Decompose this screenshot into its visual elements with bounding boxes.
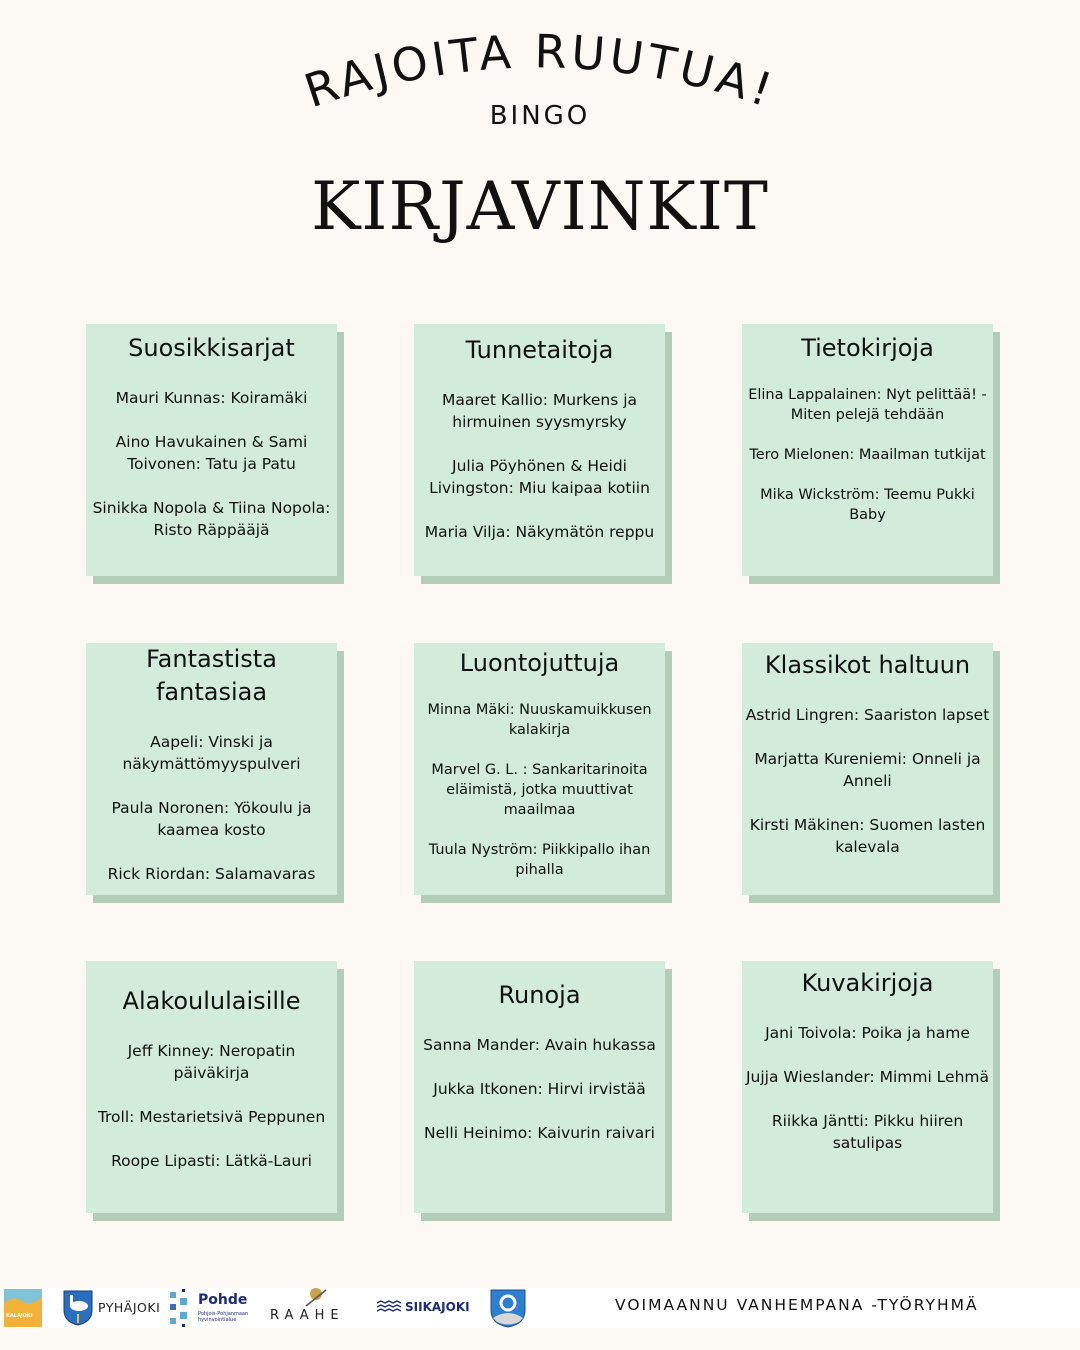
card-title: Tietokirjoja (801, 334, 934, 362)
card-title: Kuvakirjoja (801, 969, 934, 997)
pyhajoki-crest-icon (63, 1290, 93, 1326)
bingo-card (742, 643, 993, 895)
arc-title-text: RAJOITA RUUTUA! (297, 24, 783, 119)
bingo-card (86, 961, 337, 1213)
book-item: Jeff Kinney: Neropatin päiväkirja (127, 1042, 296, 1082)
siikajoki-logo-text: SIIKAJOKI (405, 1300, 470, 1314)
book-item: Jukka Itkonen: Hirvi irvistää (433, 1080, 646, 1098)
kalajoki-logo-text: KALAJOKI (6, 1313, 33, 1319)
raahe-emblem-icon (304, 1287, 328, 1307)
book-item: Marjatta Kureniemi: Onneli ja Anneli (754, 750, 981, 790)
card-title: Fantastista fantasiaa (146, 645, 277, 706)
book-item: Astrid Lingren: Saariston lapset (745, 706, 990, 724)
siikajoki-waves-icon (376, 1300, 402, 1314)
municipality-crest-icon (489, 1288, 527, 1328)
book-item: Maaret Kallio: Murkens ja hirmuinen syysmyrsky (441, 391, 638, 431)
book-item: Jani Toivola: Poika ja hame (765, 1024, 970, 1042)
book-item: Rick Riordan: Salamavaras (107, 865, 316, 883)
book-item: Troll: Mestarietsivä Peppunen (97, 1108, 326, 1126)
credit-text: VOIMAANNU VANHEMPANA -TYÖRYHMÄ (615, 1296, 979, 1314)
pyhajoki-logo-text: PYHÄJOKI (98, 1300, 161, 1315)
bingo-card (414, 643, 665, 895)
bingo-card (86, 643, 337, 895)
book-item: Paula Noronen: Yökoulu ja kaamea kosto (111, 799, 312, 839)
book-item: Minna Mäki: Nuuskamuikkusen kalakirja (427, 702, 652, 738)
book-item: Sinikka Nopola & Tiina Nopola: Risto Räppääjä (92, 499, 331, 539)
subtitle: BINGO (489, 101, 591, 131)
card-title: Luontojuttuja (459, 649, 620, 677)
book-list (88, 387, 335, 541)
book-list (744, 385, 991, 525)
book-item: Aino Havukainen & Sami Toivonen: Tatu ja Patu (115, 433, 308, 473)
bingo-card (414, 324, 665, 576)
book-item: Tero Mielonen: Maailman tutkijat (749, 447, 986, 463)
pohde-logo-subtitle: Pohjois-Pohjanmaan hyvinvointialue (198, 1311, 249, 1323)
book-item: Riikka Jäntti: Pikku hiiren satulipas (771, 1112, 964, 1152)
book-item: Maria Vilja: Näkymätön reppu (424, 523, 655, 541)
card-title: Runoja (498, 981, 581, 1009)
bingo-card (414, 961, 665, 1213)
page-title: KIRJAVINKIT (311, 168, 769, 245)
card-title: Tunnetaitoja (465, 336, 614, 364)
book-item: Roope Lipasti: Lätkä-Lauri (111, 1152, 312, 1170)
book-item: Nelli Heinimo: Kaivurin raivari (424, 1124, 655, 1142)
book-item: Julia Pöyhönen & Heidi Livingston: Miu kaipaa kotiin (429, 457, 650, 497)
book-item: Kirsti Mäkinen: Suomen lasten kalevala (749, 816, 986, 856)
bingo-card (742, 324, 993, 576)
book-list (88, 731, 335, 885)
pohde-logo-icon (168, 1288, 194, 1330)
book-list (88, 1040, 335, 1172)
book-item: Mika Wickström: Teemu Pukki Baby (760, 487, 975, 523)
book-list (416, 700, 663, 880)
pohde-logo-name: Pohde (198, 1292, 248, 1308)
book-list (744, 704, 991, 858)
book-item: Tuula Nyström: Piikkipallo ihan pihalla (428, 842, 651, 878)
book-item: Elina Lappalainen: Nyt pelittää! - Miten pelejä tehdään (748, 387, 987, 423)
kalajoki-logo-icon (4, 1289, 42, 1327)
bingo-card (742, 961, 993, 1213)
raahe-logo-text: RAAHE (270, 1308, 345, 1323)
bingo-card (86, 324, 337, 576)
book-item: Aapeli: Vinski ja näkymättömyyspulveri (122, 733, 301, 773)
card-title: Alakoululaisille (122, 987, 301, 1015)
card-title: Suosikkisarjat (128, 334, 295, 362)
book-list (416, 389, 663, 543)
book-list (744, 1022, 991, 1154)
book-item: Mauri Kunnas: Koiramäki (115, 389, 308, 407)
book-item: Sanna Mander: Avain hukassa (423, 1036, 656, 1054)
book-item: Marvel G. L. : Sankaritarinoita eläimistä, jotka muuttivat maailmaa (431, 762, 648, 818)
book-item: Jujja Wieslander: Mimmi Lehmä (745, 1068, 990, 1086)
card-title: Klassikot haltuun (764, 651, 971, 679)
book-list (416, 1034, 663, 1144)
